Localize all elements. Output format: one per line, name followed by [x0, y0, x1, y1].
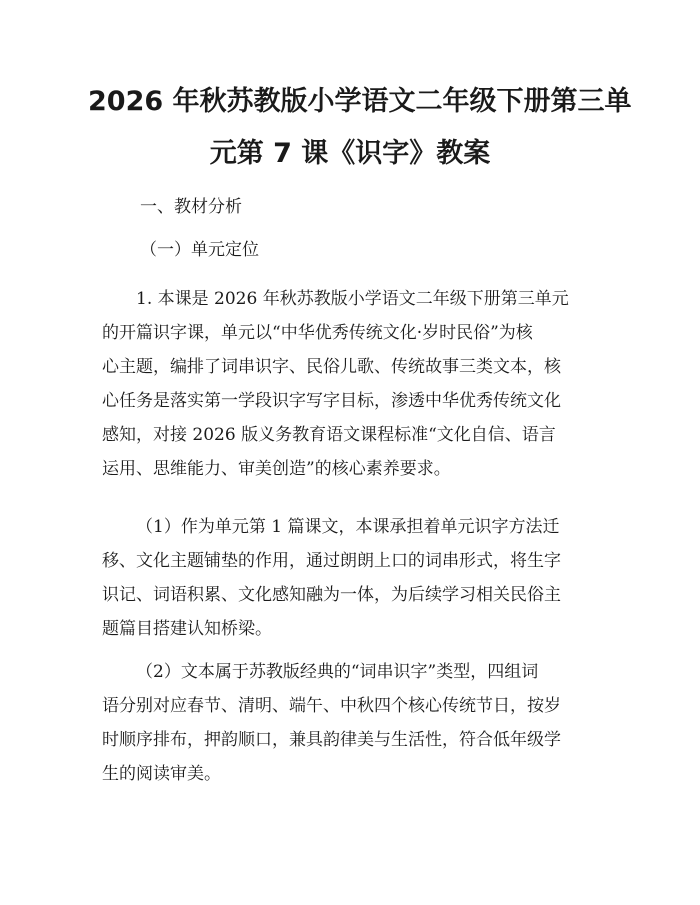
paragraph-line: （2）文本属于苏教版经典的“词串识字”类型，四组词: [136, 662, 539, 682]
paragraph-line: 运用、思维能力、审美创造”的核心素养要求。: [102, 459, 451, 479]
paragraph-line: 的开篇识字课，单元以“中华优秀传统文化·岁时民俗”为核: [102, 323, 533, 343]
paragraph-line: 生的阅读审美。: [102, 764, 221, 784]
paragraph-line: （1）作为单元第 1 篇课文，本课承担着单元识字方法迁: [136, 517, 560, 537]
paragraph-line: 时顺序排布，押韵顺口，兼具韵律美与生活性，符合低年级学: [102, 730, 561, 750]
paragraph-line: 心主题，编排了词串识字、民俗儿歌、传统故事三类文本，核: [102, 357, 561, 377]
paragraph-line: 1. 本课是 2026 年秋苏教版小学语文二年级下册第三单元: [136, 289, 569, 309]
paragraph-line: 语分别对应春节、清明、端午、中秋四个核心传统节日，按岁: [102, 696, 561, 716]
subsection-heading: （一）单元定位: [140, 240, 259, 260]
paragraph-3: [102, 655, 602, 791]
paragraph-1: [102, 282, 602, 486]
paragraph-line: 识记、词语积累、文化感知融为一体，为后续学习相关民俗主: [102, 585, 561, 605]
document-title-line-1: 2026 年秋苏教版小学语文二年级下册第三单: [88, 86, 632, 117]
paragraph-2: [102, 510, 602, 646]
document-title-line-2: 元第 7 课《识字》教案: [209, 138, 491, 169]
paragraph-line: 题篇目搭建认知桥梁。: [102, 619, 272, 639]
paragraph-line: 感知，对接 2026 版义务教育语文课程标准“文化自信、语言: [102, 425, 556, 445]
paragraph-line: 心任务是落实第一学段识字写字目标，渗透中华优秀传统文化: [102, 391, 561, 411]
section-heading: 一、教材分析: [140, 197, 242, 217]
paragraph-line: 移、文化主题铺垫的作用，通过朗朗上口的词串形式，将生字: [102, 551, 561, 571]
